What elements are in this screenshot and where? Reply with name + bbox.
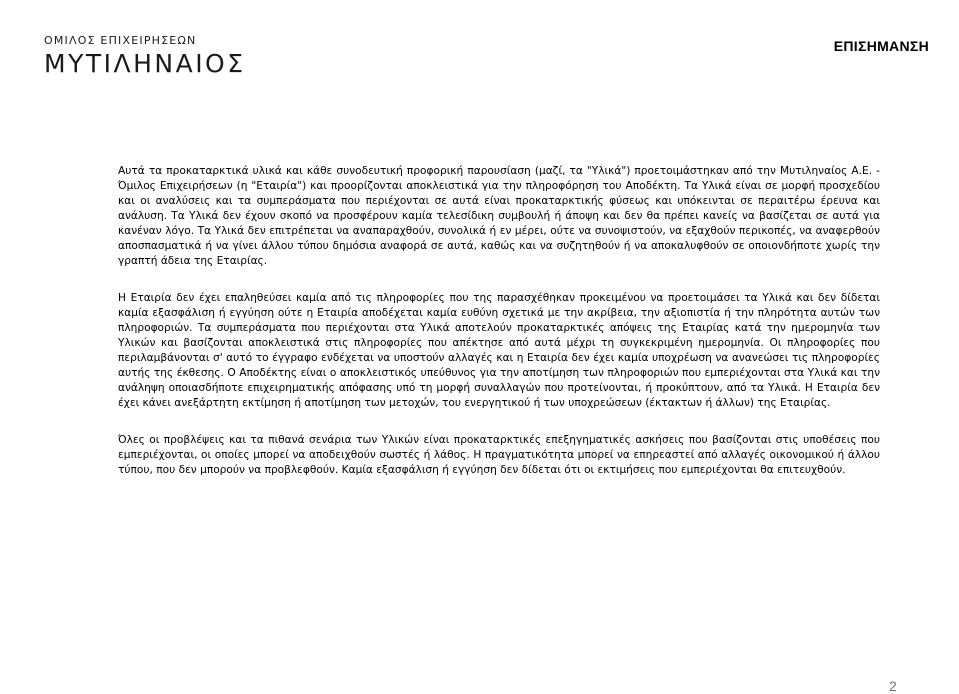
document-label: ΕΠΙΣΗΜΑΝΣΗ [833, 38, 929, 54]
page-number: 2 [889, 678, 897, 694]
company-logo [44, 34, 274, 78]
logo-subtitle: ΟΜΙΛΟΣ ΕΠΙΧΕΙΡΗΣΕΩΝ [44, 34, 197, 47]
paragraph: Η Εταιρία δεν έχει επαληθεύσει καμία από τις πληροφορίες που της παρασχέθηκαν προκειμένου να προετοιμάσει τα Υλικά και δεν δίδεται καμία εξασφάλιση ή εγγύηση ούτε η Εταιρία αποδέχεται καμία ευθύνη σχετικά με την ακρίβεια, την αξιοπιστία ή την πληρότητα αυτών των πληροφοριών. Τα συμπεράσματα που περιέχονται στα Υλικά αποτελούν προκαταρκτικές απόψεις της Εταιρίας κατά την ημερομηνία των Υλικών και βασίζονται αποκλειστικά στις πληροφορίες που απέκτησε από αυτά μέχρι τη συγκεκριμένη ημερομηνία. Οι πληροφορίες που περιλαμβάνονται σ' αυτό το έγγραφο ενδέχεται να υποστούν αλλαγές και η Εταιρία δεν έχει καμία υποχρέωση να ανανεώσει τις πληροφορίες αυτής της έκθεσης. Ο Αποδέκτης είναι ο αποκλειστικός υπεύθυνος για την αποτίμηση των πληροφοριών που εμπεριέχονται στα Υλικά και την ανάληψη οποιασδήποτε επιχειρηματικής απόφασης υπό τη μορφή συναλλαγών που προτείνονται, ή προκύπτουν, από τα Υλικά. Η Εταιρία δεν έχει κάνει ανεξάρτητη εκτίμηση ή αποτίμηση των μετοχών, του ενεργητικού ή των υποχρεώσεων (έκτακτων ή άλλων) της Εταιρίας. [118, 292, 880, 409]
disclaimer-body [118, 164, 880, 500]
logo-title: ΜΥΤΙΛΗΝΑΙΟΣ [44, 49, 246, 78]
paragraph: Αυτά τα προκαταρκτικά υλικά και κάθε συνοδευτική προφορική παρουσίαση (μαζί, τα "Υλικά") προετοιμάστηκαν από την Μυτιληναίος Α.Ε. - Όμιλος Επιχειρήσεων (η "Εταιρία") και προορίζονται αποκλειστικά για την πληροφόρηση του Αποδέκτη. Τα Υλικά είναι σε μορφή προσχεδίου και οι αναλύσεις και τα συμπεράσματα που περιέχονται σε αυτά είναι προκαταρκτικής φύσεως και υπόκεινται σε περαιτέρω έρευνα και ανάλυση. Τα Υλικά δεν έχουν σκοπό να προσφέρουν καμία τελεσίδικη συμβουλή ή άποψη και δεν θα πρέπει κανείς να βασίζεται σε αυτά για κανέναν λόγο. Τα Υλικά δεν επιτρέπεται να αναπαραχθούν, συνολικά ή εν μέρει, ούτε να συνοψιστούν, να εξαχθούν περικοπές, να αναφερθούν αποσπασματικά ή να γίνει άλλου τύπου δημόσια αναφορά σε αυτά, καθώς και να συζητηθούν ή να αποκαλυφθούν σε οποιονδήποτε χωρίς την γραπτή άδεια της Εταιρίας. [118, 165, 880, 267]
paragraph: Όλες οι προβλέψεις και τα πιθανά σενάρια των Υλικών είναι προκαταρκτικές επεξηγηματικές ασκήσεις που βασίζονται στις υποθέσεις που εμπεριέχονται, οι οποίες μπορεί να αποδειχθούν σωστές ή λάθος. Η πραγματικότητα μπορεί να επηρεαστεί από αλλαγές οικονομικού ή άλλου τύπου, που δεν μπορούν να προβλεφθούν. Καμία εξασφάλιση ή εγγύηση δεν δίδεται ότι οι εκτιμήσεις που εμπεριέχονται θα επιτευχθούν. [118, 434, 880, 476]
